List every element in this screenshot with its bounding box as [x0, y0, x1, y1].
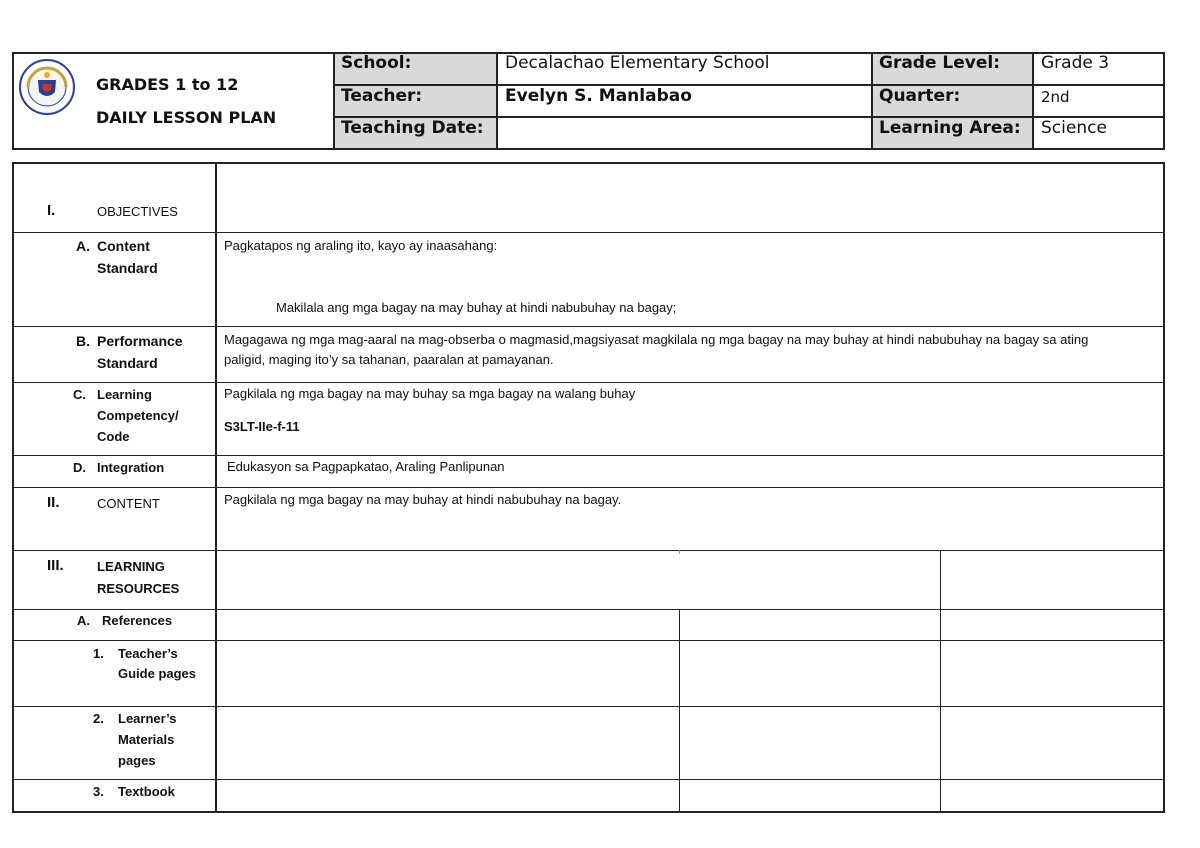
header-divider-4	[1032, 52, 1034, 150]
header-divider-1	[333, 52, 335, 150]
learners-materials-label-3: pages	[118, 753, 156, 768]
learning-competency-label-1: Learning	[97, 387, 152, 402]
row-divider-resources	[12, 609, 1165, 610]
header-border-bottom	[12, 148, 1165, 150]
row-divider-performance	[12, 382, 1165, 383]
deped-seal-logo	[18, 58, 76, 116]
grade-level-value: Grade 3	[1041, 53, 1110, 73]
content-standard-text-2: Makilala ang mga bagay na may buhay at hindi nabubuhay na bagay;	[276, 300, 677, 315]
row-divider-competency	[12, 455, 1165, 456]
integration-text: Edukasyon sa Pagpapkatao, Araling Panlipunan	[227, 459, 505, 474]
teaching-date-label: Teaching Date:	[341, 118, 484, 138]
textbook-label: Textbook	[118, 784, 175, 799]
header-divider-2	[496, 52, 498, 150]
teachers-guide-label-2: Guide pages	[118, 666, 197, 681]
dlp-title-line2: DAILY LESSON PLAN	[96, 108, 277, 127]
school-value: Decalachao Elementary School	[505, 53, 770, 73]
learning-competency-text: Pagkilala ng mga bagay na may buhay sa mga bagay na walang buhay	[224, 386, 636, 401]
row-divider-objectives	[12, 232, 1165, 233]
textbook-num: 3.	[93, 784, 104, 799]
teachers-guide-label-1: Teacher’s	[118, 646, 178, 661]
learning-competency-label-2: Competency/	[97, 408, 179, 423]
content-roman: II.	[47, 494, 60, 511]
references-letter: A.	[77, 613, 90, 628]
performance-standard-label-2: Standard	[97, 355, 158, 371]
learners-materials-label-2: Materials	[118, 732, 175, 747]
learners-materials-label-1: Learner’s	[118, 711, 177, 726]
learning-competency-letter: C.	[73, 387, 86, 402]
learning-area-label: Learning Area:	[879, 118, 1021, 138]
learning-resources-roman: III.	[47, 557, 64, 574]
learning-area-value: Science	[1041, 118, 1107, 138]
learners-materials-num: 2.	[93, 711, 104, 726]
row-divider-content	[12, 550, 1165, 551]
quarter-label: Quarter:	[879, 86, 961, 106]
resource-col-tick	[679, 550, 680, 554]
content-text: Pagkilala ng mga bagay na may buhay at hindi nabubuhay na bagay.	[224, 492, 622, 507]
row-divider-references	[12, 640, 1165, 641]
row-divider-teachers-guide	[12, 706, 1165, 707]
objectives-roman: I.	[47, 202, 56, 219]
grade-level-label: Grade Level:	[879, 53, 1001, 73]
school-label: School:	[341, 53, 412, 73]
performance-standard-text-2: paligid, maging ito’y sa tahanan, paaralan at pamayanan.	[224, 352, 554, 367]
performance-standard-letter: B.	[76, 333, 90, 349]
content-heading: CONTENT	[97, 496, 160, 511]
header-border-right	[1163, 52, 1165, 150]
header-border-left	[12, 52, 14, 150]
row-divider-content-standard	[12, 326, 1165, 327]
resource-col-divider-right	[940, 550, 941, 812]
content-standard-letter: A.	[76, 238, 90, 254]
content-standard-label-1: Content	[97, 238, 150, 254]
references-label: References	[102, 613, 173, 628]
teacher-value: Evelyn S. Manlabao	[505, 86, 692, 106]
content-standard-label-2: Standard	[97, 260, 158, 276]
integration-letter: D.	[73, 460, 86, 475]
content-standard-text-1: Pagkatapos ng araling ito, kayo ay inaasahang:	[224, 238, 498, 253]
header-divider-3	[871, 52, 873, 150]
resource-col-divider-mid	[679, 609, 680, 812]
teacher-label: Teacher:	[341, 86, 423, 106]
header-row-divider-1	[333, 84, 1165, 86]
table-border-bottom	[12, 811, 1165, 813]
learning-competency-code: S3LT-IIe-f-11	[224, 419, 300, 434]
quarter-value: 2nd	[1041, 88, 1070, 106]
performance-standard-label-1: Performance	[97, 333, 183, 349]
learning-resources-heading-2: RESOURCES	[97, 581, 180, 596]
objectives-heading: OBJECTIVES	[97, 204, 178, 219]
integration-label: Integration	[97, 460, 165, 475]
learning-competency-label-3: Code	[97, 429, 130, 444]
table-border-top	[12, 162, 1165, 164]
performance-standard-text-1: Magagawa ng mga mag-aaral na mag-obserba o magmasid,magsiyasat magkilala ng mga bagay na may buhay at hindi nabubuhay na bagay sa ating	[224, 332, 1089, 347]
dlp-title-line1: GRADES 1 to 12	[96, 75, 239, 94]
learning-resources-heading-1: LEARNING	[97, 559, 165, 574]
row-divider-integration	[12, 487, 1165, 488]
teachers-guide-num: 1.	[93, 646, 104, 661]
row-divider-learners-materials	[12, 779, 1165, 780]
